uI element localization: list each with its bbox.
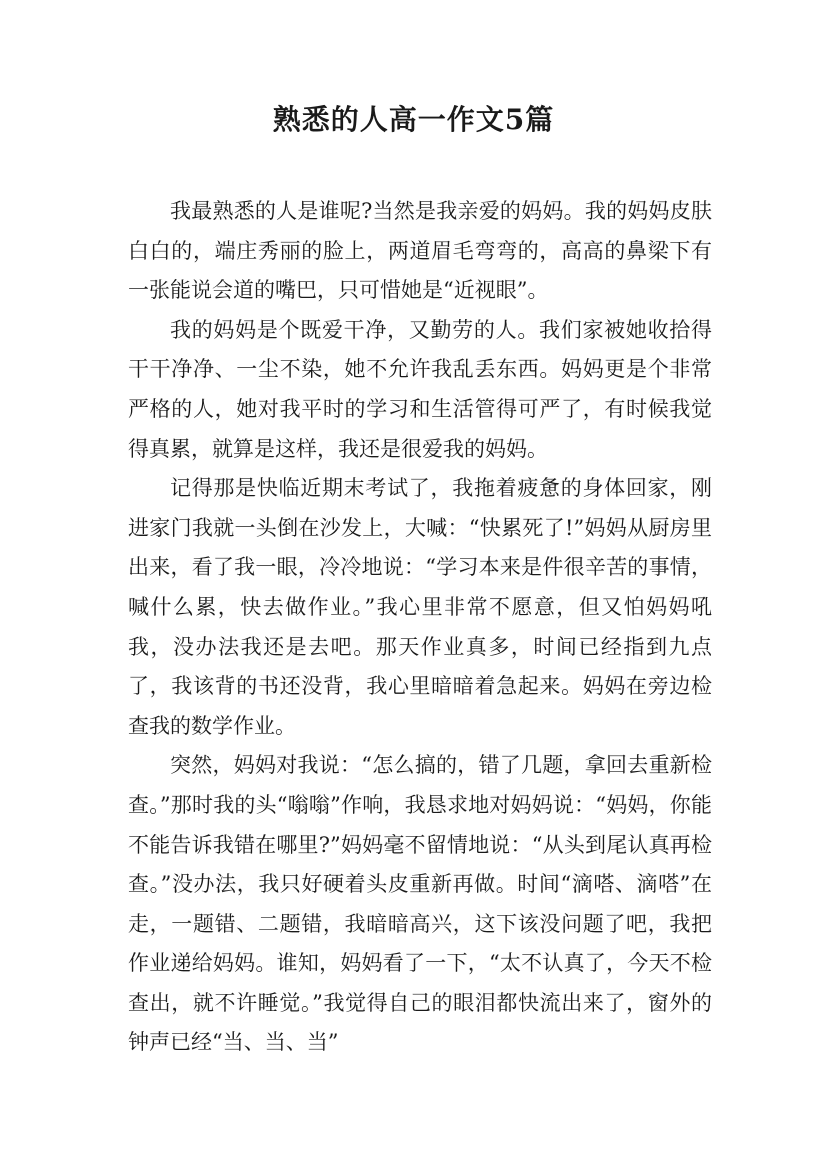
paragraph-2: 我的妈妈是个既爱干净，又勤劳的人。我们家被她收拾得干干净净、一尘不染，她不允许我乱丢东西。妈妈更是个非常严格的人，她对我平时的学习和生活管得可严了，有时候我觉得真累，就算是这样，我还是很爱我的妈妈。	[128, 317, 712, 461]
document-body	[128, 192, 712, 1063]
document-title: 熟悉的人高一作文5篇	[272, 103, 555, 136]
paragraph-3: 记得那是快临近期末考试了，我拖着疲惫的身体回家，刚进家门我就一头倒在沙发上，大喊：“快累死了!”妈妈从厨房里出来，看了我一眼，冷冷地说：“学习本来是件很辛苦的事情，喊什么累，快去做作业。”我心里非常不愿意，但又怕妈妈吼我，没办法我还是去吧。那天作业真多，时间已经指到九点了，我该背的书还没背，我心里暗暗着急起来。妈妈在旁边检查我的数学作业。	[128, 476, 712, 738]
paragraph-1: 我最熟悉的人是谁呢?当然是我亲爱的妈妈。我的妈妈皮肤白白的，端庄秀丽的脸上，两道眉毛弯弯的，高高的鼻梁下有一张能说会道的嘴巴，只可惜她是“近视眼”。	[128, 199, 712, 303]
paragraph-4: 突然，妈妈对我说：“怎么搞的，错了几题，拿回去重新检查。”那时我的头“嗡嗡”作响，我恳求地对妈妈说：“妈妈，你能不能告诉我错在哪里?”妈妈毫不留情地说：“从头到尾认真再检查。”没办法，我只好硬着头皮重新再做。时间“滴嗒、滴嗒”在走，一题错、二题错，我暗暗高兴，这下该没问题了吧，我把作业递给妈妈。谁知，妈妈看了一下，“太不认真了，今天不检查出，就不许睡觉。”我觉得自己的眼泪都快流出来了，窗外的钟声已经“当、当、当”	[128, 753, 712, 1055]
